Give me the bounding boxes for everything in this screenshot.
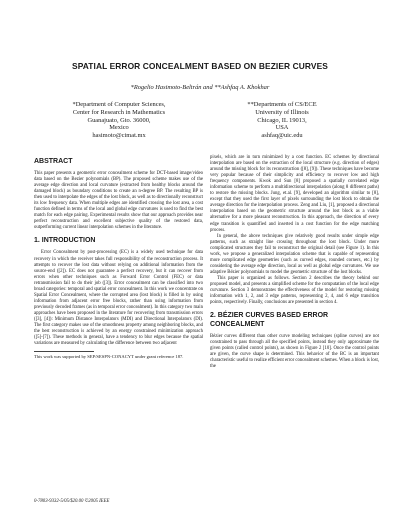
affiliation-line: *Department of Computer Sciences, [72,101,166,108]
funding-footnote: This work was supported by SEP/SESPN-CONACYT under grant reference 187. [34,354,184,360]
affiliation-line: Center for Research in Mathematics [72,108,166,116]
section2-heading: 2. BÉZIER CURVES BASED ERROR CONCEALMENT [210,312,329,329]
author-email: hasimoto@cimat.mx [92,132,146,140]
affiliation-line: University of Illinois [255,108,309,116]
affiliation-line: **Departments of CS/ECE [247,101,317,108]
affiliation-line: Mexico [109,124,129,132]
affiliation-line: USA [275,124,289,132]
left-column [34,157,203,360]
affiliation-line: Chicago, IL 19013, [257,116,307,124]
introduction-heading: 1. INTRODUCTION [34,237,96,245]
body-paragraph: pixels, which are in turn minimized by a cost function. EC schemes by directional interpolation are based on the extraction of the local structure (e.g. direction of edges) around the missing block for its reconstruction ([8], [9]). These techniques have become very popular because of their simplicity and efficiency to recover low and high frequency components. Kwok and Sun [8] proposed a spatially correlated edge information scheme to perform a multidirectional interpolation (along 8 different paths) to restore the missing blocks. Jung, et.al. [9], developed an algorithm similar to [8], except that they used the first layer of pixels surrounding the lost block to obtain the average direction for the interpolation process. Zeng and Liu, [1], proposed a directional interpolation based on the geometric structure around the lost block as a viable alternative for a more pleasant reconstruction. In this approach, the direction of every edge transition is quantified and inserted in a cost function for the edge matching process. [210,155,379,233]
right-column [210,155,379,370]
affiliation-uic [197,101,367,140]
section2-paragraph: Bézier curves different than other curve modeling techniques (spline curves) are not constrained to pass through all the specified points, instead they only approximate the given points (called control points), as shown in Figure 2 [10]. Once the control points are given, the curve shape is determined. This behavior of the BC is an important characteristic useful to realize efficient error concealment schemes. When a block is lost, the [210,334,379,370]
author-list: *Rogelio Hasimoto-Beltrán and **Ashfaq A. Khokhar [130,84,270,91]
body-paragraph: This paper is organized as follows. Section 2 describes the theory behind our proposed model, and presents a simplified scheme for the computation of the local edge curvature. Section 3 demonstrates the effectiveness of the model for restoring missing information with 1, 2, and 3 edge patterns, representing 2, 4, and 6 edge transition points, respectively. Finally, conclusions are presented in section 4. [210,275,379,306]
abstract-text: This paper presents a geometric error concealment scheme for DCT-based image/video data based on the Bezier polynomials (BP). The proposed scheme makes use of the average edge direction and local curvature (extracted from healthy blocks around the damaged block) as boundary conditions to create an n-degree BP. The resulting BP is then used to interpolate the edges of the lost block, as well as to directionally reconstruct its low frequency data. When multiple edges are identified crossing the lost area, a cost function defined in terms of the local and global edge curvatures is used to find the best match for each edge pairing. Experimental results show that our approach provides near perfect reconstruction and excellent subjective quality of the restored data, outperforming current linear interpolation schemes in the literature. [34,171,203,231]
footnote-divider [34,351,94,352]
introduction-paragraph: Error Concealment by post-processing (EC) is a widely used technique for data recovery in which the receiver takes full responsibility of the reconstruction process. It attempts to recover the lost data without relying on additional information from the source-end ([2]). EC does not guarantee a perfect recovery, but it can recover from errors when other techniques such as Forward Error Control (FEC) or data retransmission fail to do their job ([3]). Error concealment can be classified into two broad categories: temporal and spatial error concealment. In this work we concentrate on Spatial Error Concealment, where the corrupted area (lost block) is filled in by using information from adjacent error free blocks, rather than using information from previously decoded frames (as in temporal error concealment). In this category two main approaches have been proposed in the literature for recovering from transmission errors ([3], [4]): Minimum Distance Interpolators (MDI) and Directional Interpolators (DI). The first category makes use of the smoothness property among neighboring blocks, and the best reconstruction is achieved by an energy constrained minimization approach ([5]-[7]). These methods in general, have a tendency to blur edges because the spatial variations are measured by calculating the difference between two adjacent [34,250,203,347]
abstract-heading: ABSTRACT [34,158,73,165]
affiliation-line: Guanajuato, Gto. 36000, [87,116,151,124]
paper-title: SPATIAL ERROR CONCEALMENT BASED ON BEZIER CURVES [72,61,328,71]
copyright-footer: 0-7803-9332-5/05/$20.00 ©2005 IEEE [34,499,110,504]
author-email: ashfaq@uic.edu [261,132,303,140]
affiliation-cimat [34,101,204,140]
body-paragraph: In general, the above techniques give relatively good results under simple edge patterns, such as straight line crossing throughout the lost block. Under more complicated structures they fail to reconstruct the original detail (see Figure 1). In this work, we propose a generalized interpolation scheme that is capable of representing more complicated edge geometries (such as curved edges, rounded corners, etc.) by considering the average edge direction, local as well as global edge curvatures. We use adaptive Bézier polynomials to model the geometric structure of the lost blocks. [210,233,379,275]
